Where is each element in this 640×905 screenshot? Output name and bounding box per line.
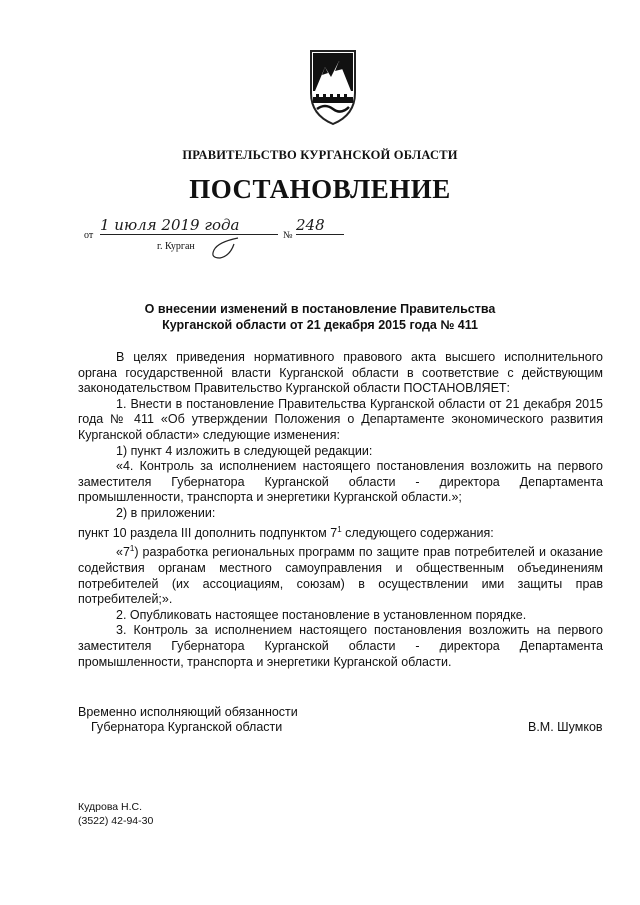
subject-line-2: Курганской области от 21 декабря 2015 года № 411 bbox=[162, 318, 478, 332]
government-name: ПРАВИТЕЛЬСТВО КУРГАНСКОЙ ОБЛАСТИ bbox=[182, 148, 458, 162]
city-label: г. Курган bbox=[157, 241, 195, 252]
executor-name: Кудрова Н.С. bbox=[78, 801, 143, 813]
signatory-position-line-1: Временно исполняющий обязанности bbox=[78, 705, 298, 719]
body-text: следующего содержания: bbox=[341, 525, 494, 540]
signatory-position-line-2: Губернатора Курганской области bbox=[91, 720, 283, 734]
body-paragraph bbox=[78, 522, 603, 542]
handwritten-date: 1 июля 2019 года bbox=[100, 216, 278, 235]
signatory-name: В.М. Шумков bbox=[528, 720, 603, 734]
kurgan-coat-of-arms-icon bbox=[303, 45, 363, 127]
body-paragraph: 1. Внести в постановление Правительства Курганской области от 21 декабря 2015 года № 411 «Об утверждении Положения о Департаменте экономического развития Курганской области» следующие изменения: bbox=[78, 396, 603, 442]
body-paragraph: 2) в приложении: bbox=[116, 505, 216, 520]
handwritten-number: 248 bbox=[296, 216, 344, 235]
body-paragraph: 1) пункт 4 изложить в следующей редакции: bbox=[116, 443, 373, 458]
body-text: «7 bbox=[116, 545, 130, 560]
body-paragraph: 3. Контроль за исполнением настоящего постановления возложить на первого заместителя Губернатора Курганской области - директора Департамента промышленности, транспорта и энергетики Курганской области. bbox=[78, 623, 603, 669]
body-text: ) разработка региональных программ по защите прав потребителей и оказание содействия органам местного самоуправления и общественным объединениям потребителей (их ассоциациям, союзам) в осуществлении ими защиты прав потребителей;». bbox=[78, 545, 603, 607]
subject-line-1: О внесении изменений в постановление Правительства bbox=[144, 302, 496, 316]
body-paragraph: 2. Опубликовать настоящее постановление в установленном порядке. bbox=[116, 607, 527, 622]
body-paragraph: «4. Контроль за исполнением настоящего постановления возложить на первого заместителя Губернатора Курганской области - директора Департамента промышленности, транспорта и энергетики Курганской области.»; bbox=[78, 459, 603, 505]
body-paragraph: В целях приведения нормативного правового акта высшего исполнительного органа государственной власти Курганской области в соответствие с действующим законодательством Правительство Курганской области ПОСТАНОВЛЯЕТ: bbox=[78, 350, 603, 396]
body-paragraph bbox=[78, 541, 603, 608]
superscript: 1 bbox=[129, 544, 135, 554]
handwritten-signature-mark bbox=[204, 236, 244, 262]
superscript: 1 bbox=[337, 524, 342, 534]
document-subject bbox=[0, 301, 640, 333]
document-body bbox=[78, 350, 603, 670]
document-type-title: ПОСТАНОВЛЕНИЕ bbox=[189, 174, 451, 204]
from-prefix: от bbox=[84, 230, 94, 241]
executor-phone: (3522) 42-94-30 bbox=[78, 815, 154, 827]
number-prefix: № bbox=[283, 230, 293, 241]
body-text: пункт 10 раздела III дополнить подпунктом 7 bbox=[78, 525, 338, 540]
